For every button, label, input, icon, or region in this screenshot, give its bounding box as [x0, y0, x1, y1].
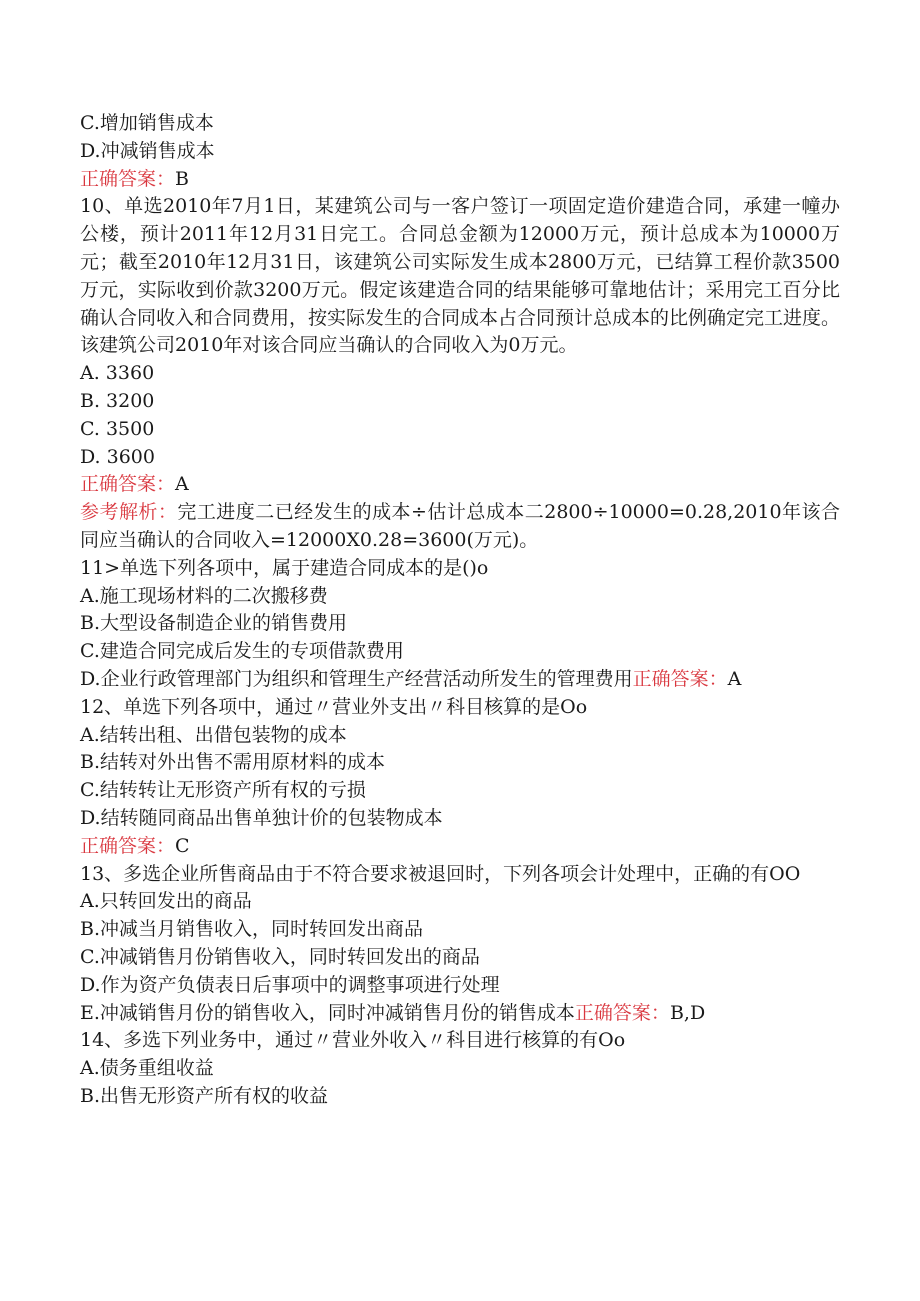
- q13-option-a: A.只转回发出的商品: [80, 890, 252, 913]
- q12-answer: [80, 833, 840, 861]
- q10-option-d: D. 3600: [80, 445, 155, 468]
- answer-value: C: [175, 834, 190, 857]
- q11-option-c: C.建造合同完成后发生的专项借款费用: [80, 640, 404, 663]
- q9-option-c: C.增加销售成本: [80, 112, 214, 134]
- q11-option-a: A.施工现场材料的二次搬移费: [80, 584, 328, 607]
- answer-label: 正确答案：: [632, 667, 728, 690]
- analysis-text: 完工进度二已经发生的成本÷估计总成本二2800÷10000=0.28,2010年该合同应当确认的合同收入=12000X0.28=3600(万元)。: [80, 501, 840, 551]
- q13-option-c: C.冲减销售月份销售收入，同时转回发出的商品: [80, 945, 480, 968]
- q12-option-a: A.结转出租、出借包装物的成本: [80, 723, 347, 746]
- q11-option-b: B.大型设备制造企业的销售费用: [80, 612, 348, 635]
- q10-option-c: C. 3500: [80, 417, 155, 440]
- q11-stem: 11>单选下列各项中，属于建造合同成本的是()o: [80, 556, 489, 579]
- q10-answer: [80, 471, 840, 499]
- q10-analysis: [80, 499, 840, 555]
- q10-option-b: B. 3200: [80, 389, 155, 412]
- q11-option-d-with-answer: [80, 666, 840, 694]
- q9-answer: [80, 166, 840, 194]
- q14-stem: 14、多选下列业务中，通过〃营业外收入〃科目进行核算的有Oo: [80, 1029, 626, 1052]
- q13-stem: 13、多选企业所售商品由于不符合要求被退回时，下列各项会计处理中，正确的有OO: [80, 862, 801, 885]
- analysis-label: 参考解析：: [80, 501, 178, 524]
- answer-label: 正确答案：: [574, 1001, 670, 1024]
- q13-option-d: D.作为资产负债表日后事项中的调整事项进行处理: [80, 973, 500, 996]
- q12-option-d: D.结转随同商品出售单独计价的包装物成本: [80, 806, 443, 829]
- q12-option-c: C.结转转让无形资产所有权的亏损: [80, 779, 366, 802]
- answer-value: A: [727, 667, 742, 690]
- q10-option-a: A. 3360: [80, 362, 155, 385]
- q13-option-e: E.冲减销售月份的销售收入，同时冲减销售月份的销售成本: [80, 1001, 575, 1024]
- answer-value: A: [175, 473, 189, 496]
- q10-stem: 10、单选2010年7月1日，某建筑公司与一客户签订一项固定造价建造合同，承建一幢办公楼，预计2011年12月31日完工。合同总金额为12000万元，预计总成本为10000万元；截至2010年12月31日，该建筑公司实际发生成本2800万元，已结算工程价款3500万元，实际收到价款3200万元。假定该建造合同的结果能够可靠地估计；采用完工百分比确认合同收入和合同费用，按实际发生的合同成本占合同预计总成本的比例确定完工进度。该建筑公司2010年对该合同应当确认的合同收入为0万元。: [80, 195, 841, 357]
- q12-option-b: B.结转对外出售不需用原材料的成本: [80, 751, 386, 774]
- q13-option-e-with-answer: [80, 1000, 840, 1028]
- q14-option-a: A.债务重组收益: [80, 1057, 214, 1080]
- q9-option-d: D.冲减销售成本: [80, 139, 215, 162]
- answer-label: 正确答案：: [80, 167, 176, 190]
- answer-label: 正确答案：: [80, 473, 176, 496]
- q13-option-b: B.冲减当月销售收入，同时转回发出商品: [80, 918, 424, 941]
- answer-value: B,D: [669, 1001, 706, 1024]
- q11-option-d: D.企业行政管理部门为组织和管理生产经营活动所发生的管理费用: [80, 667, 633, 690]
- answer-label: 正确答案：: [80, 834, 176, 857]
- answer-value: B: [175, 167, 189, 190]
- document-body: [80, 110, 840, 1111]
- q12-stem: 12、单选下列各项中，通过〃营业外支出〃科目核算的是Oo: [80, 695, 588, 718]
- q14-option-b: B.出售无形资产所有权的收益: [80, 1084, 329, 1107]
